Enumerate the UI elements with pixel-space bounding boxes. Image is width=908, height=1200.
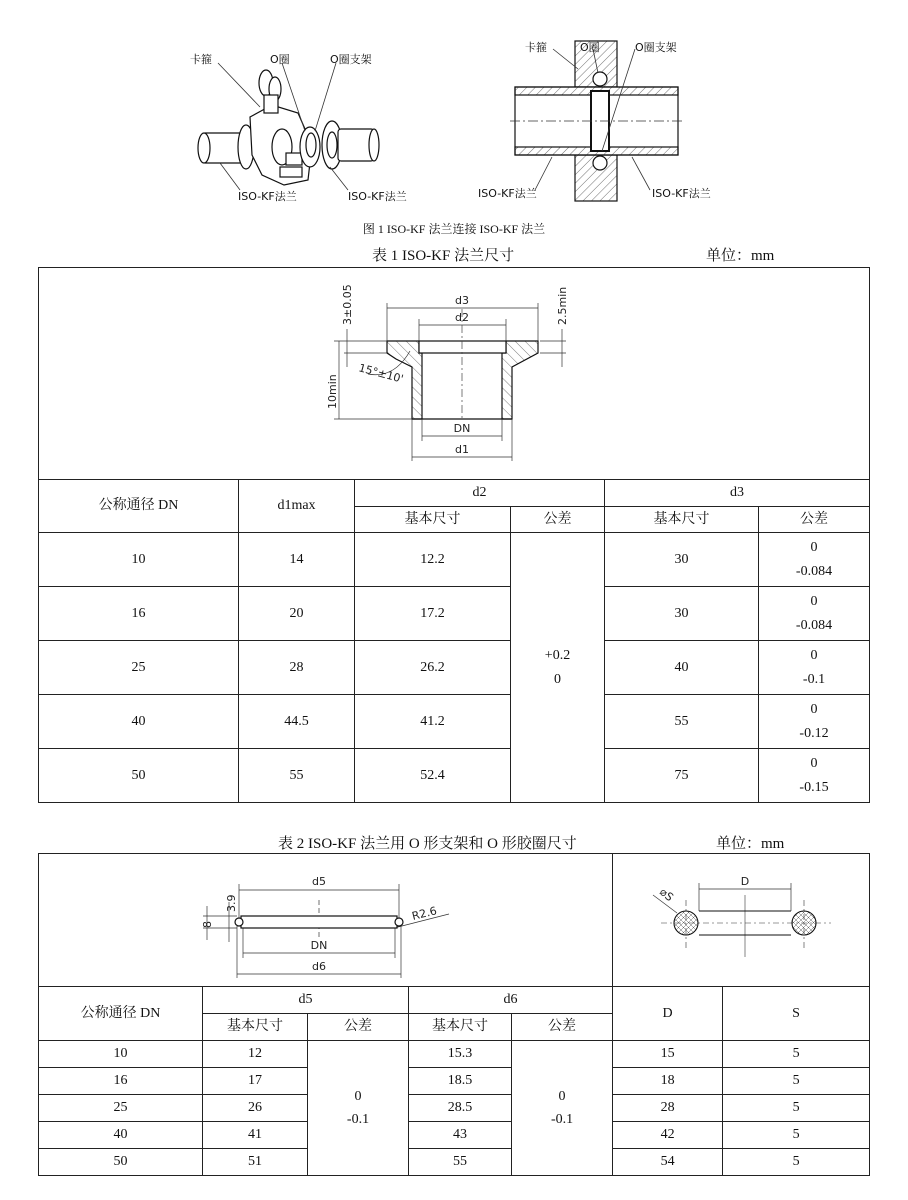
cell-d5: 17 <box>203 1068 308 1095</box>
cell-D: 18 <box>613 1068 723 1095</box>
header-d3: d3 <box>605 480 870 507</box>
table-row <box>39 1122 870 1149</box>
table-2 <box>38 853 870 1176</box>
cell-d3: 40 <box>605 641 759 695</box>
d3-tol-lower: -0.12 <box>799 725 829 741</box>
header-d5-tol: 公差 <box>308 1014 409 1041</box>
cell-d6: 15.3 <box>409 1041 512 1068</box>
oring-support-drawing <box>199 860 499 980</box>
cell-d5: 26 <box>203 1095 308 1122</box>
cell-d1max: 44.5 <box>239 695 355 749</box>
cell-dn: 50 <box>39 749 239 803</box>
d2-tol-upper: +0.2 <box>544 648 571 663</box>
cell-dn: 40 <box>39 1122 203 1149</box>
table-row <box>39 533 870 587</box>
d2-tol-lower: 0 <box>554 671 561 687</box>
header-d6: d6 <box>409 987 613 1014</box>
d3-tol-lower: -0.15 <box>799 779 829 795</box>
label-oring-support-left: O圈支架 <box>330 53 372 66</box>
dim-angle: 15°±10' <box>357 360 405 386</box>
cell-d6: 43 <box>409 1122 512 1149</box>
dim-d1: d1 <box>455 442 470 456</box>
cell-d6: 18.5 <box>409 1068 512 1095</box>
flange-connection-illustration <box>180 35 740 215</box>
label-oring-left: O圈 <box>270 53 290 66</box>
cell-d3: 30 <box>605 533 759 587</box>
figure-1-caption: 图 1 ISO-KF 法兰连接 ISO-KF 法兰 <box>362 222 546 236</box>
d3-tol-lower: -0.1 <box>802 671 826 687</box>
flange-dimension-drawing <box>314 279 594 469</box>
label-oring-support-right: O圈支架 <box>635 41 677 54</box>
dim-r2-6: R2.6 <box>410 904 439 923</box>
table-row <box>39 587 870 641</box>
cell-D: 42 <box>613 1122 723 1149</box>
label-flange-left-b: ISO-KF法兰 <box>348 190 407 203</box>
cell-d2: 17.2 <box>355 587 511 641</box>
cell-d3-tol <box>759 587 870 641</box>
cell-S: 5 <box>723 1068 870 1095</box>
cell-d2: 41.2 <box>355 695 511 749</box>
d3-tol-lower: -0.084 <box>795 617 833 633</box>
label-clamp-left: 卡箍 <box>190 53 212 66</box>
cell-d2: 12.2 <box>355 533 511 587</box>
header-d6-basic: 基本尺寸 <box>409 1014 512 1041</box>
oring-drawing-cell <box>613 854 870 987</box>
label-flange-left-a: ISO-KF法兰 <box>238 190 297 203</box>
cell-d6: 28.5 <box>409 1095 512 1122</box>
header-d5: d5 <box>203 987 409 1014</box>
label-oring-right: O圈 <box>580 41 600 54</box>
cell-dn: 16 <box>39 1068 203 1095</box>
cell-S: 5 <box>723 1122 870 1149</box>
cell-dn: 50 <box>39 1149 203 1176</box>
dim-d3: d3 <box>455 293 470 307</box>
cell-dn: 10 <box>39 1041 203 1068</box>
table-2-unit: 单位：mm <box>716 836 785 852</box>
dim-8: 8 <box>201 921 214 928</box>
header-d3-tol: 公差 <box>759 507 870 533</box>
d3-tol-upper: 0 <box>810 540 818 555</box>
cell-d2: 52.4 <box>355 749 511 803</box>
cell-d1max: 20 <box>239 587 355 641</box>
header-d2: d2 <box>355 480 605 507</box>
table-row <box>39 749 870 803</box>
cell-dn: 25 <box>39 1095 203 1122</box>
cell-d5: 51 <box>203 1149 308 1176</box>
header-d6-tol: 公差 <box>512 1014 613 1041</box>
dim-S: ⌀S <box>657 885 676 905</box>
cell-dn: 10 <box>39 533 239 587</box>
cell-S: 5 <box>723 1149 870 1176</box>
header-d2-basic: 基本尺寸 <box>355 507 511 533</box>
label-flange-right-b: ISO-KF法兰 <box>652 187 711 200</box>
header-d2-tol: 公差 <box>511 507 605 533</box>
cell-d3-tol <box>759 533 870 587</box>
cell-d1max: 14 <box>239 533 355 587</box>
dim-d2: d2 <box>455 310 470 324</box>
dim-dn: DN <box>453 421 471 435</box>
label-clamp-right: 卡箍 <box>525 41 547 54</box>
d6-tol-upper: 0 <box>558 1088 566 1104</box>
table-row <box>39 641 870 695</box>
cell-dn: 16 <box>39 587 239 641</box>
cell-d6: 55 <box>409 1149 512 1176</box>
d3-tol-upper: 0 <box>810 594 818 609</box>
dim-3-9: 3.9 <box>225 894 238 912</box>
dim-2-5-min: 2.5min <box>556 286 570 325</box>
dim-3-tolerance: 3±0.05 <box>341 283 355 325</box>
table-row <box>39 1095 870 1122</box>
dim-dn: DN <box>310 939 328 952</box>
cell-d5: 12 <box>203 1041 308 1068</box>
cell-d5-tolerance <box>308 1041 409 1176</box>
cell-D: 28 <box>613 1095 723 1122</box>
cell-d3: 75 <box>605 749 759 803</box>
cell-D: 54 <box>613 1149 723 1176</box>
dim-D: D <box>740 875 750 888</box>
cell-d6-tolerance <box>512 1041 613 1176</box>
dim-d6: d6 <box>312 960 326 973</box>
d6-tol-lower: -0.1 <box>550 1112 574 1127</box>
header-d1max: d1max <box>239 480 355 533</box>
oring-drawing <box>621 865 861 975</box>
d5-tol-upper: 0 <box>354 1088 362 1104</box>
cell-d1max: 55 <box>239 749 355 803</box>
cell-d3-tol <box>759 749 870 803</box>
dim-d5: d5 <box>312 875 326 888</box>
cell-d3: 55 <box>605 695 759 749</box>
oring-support-drawing-cell <box>39 854 613 987</box>
cell-S: 5 <box>723 1041 870 1068</box>
d3-tol-upper: 0 <box>810 648 818 663</box>
header-D: D <box>613 987 723 1041</box>
flange-dimension-drawing-cell <box>39 268 870 480</box>
dim-10-min: 10min <box>326 373 340 409</box>
cell-d3-tol <box>759 695 870 749</box>
table-row <box>39 1149 870 1176</box>
header-dn: 公称通径 DN <box>39 987 203 1041</box>
table-1-unit: 单位：mm <box>706 248 775 264</box>
cell-d3: 30 <box>605 587 759 641</box>
figure-1 <box>180 35 740 215</box>
header-d3-basic: 基本尺寸 <box>605 507 759 533</box>
header-S: S <box>723 987 870 1041</box>
header-dn: 公称通径 DN <box>39 480 239 533</box>
cell-d2-tolerance <box>511 533 605 803</box>
d3-tol-lower: -0.084 <box>795 563 833 579</box>
header-d5-basic: 基本尺寸 <box>203 1014 308 1041</box>
table-row <box>39 695 870 749</box>
cell-d3-tol <box>759 641 870 695</box>
cell-d5: 41 <box>203 1122 308 1149</box>
table-row <box>39 1068 870 1095</box>
d5-tol-lower: -0.1 <box>346 1112 370 1127</box>
cell-dn: 25 <box>39 641 239 695</box>
table-1-title: 表 1 ISO-KF 法兰尺寸 <box>372 248 515 264</box>
table-1 <box>38 267 870 803</box>
cell-d2: 26.2 <box>355 641 511 695</box>
d3-tol-upper: 0 <box>810 756 818 771</box>
cell-D: 15 <box>613 1041 723 1068</box>
cell-S: 5 <box>723 1095 870 1122</box>
d3-tol-upper: 0 <box>810 702 818 717</box>
label-flange-right-a: ISO-KF法兰 <box>478 187 537 200</box>
cell-dn: 40 <box>39 695 239 749</box>
table-row <box>39 1041 870 1068</box>
cell-d1max: 28 <box>239 641 355 695</box>
table-2-title: 表 2 ISO-KF 法兰用 O 形支架和 O 形胶圈尺寸 <box>278 836 577 852</box>
